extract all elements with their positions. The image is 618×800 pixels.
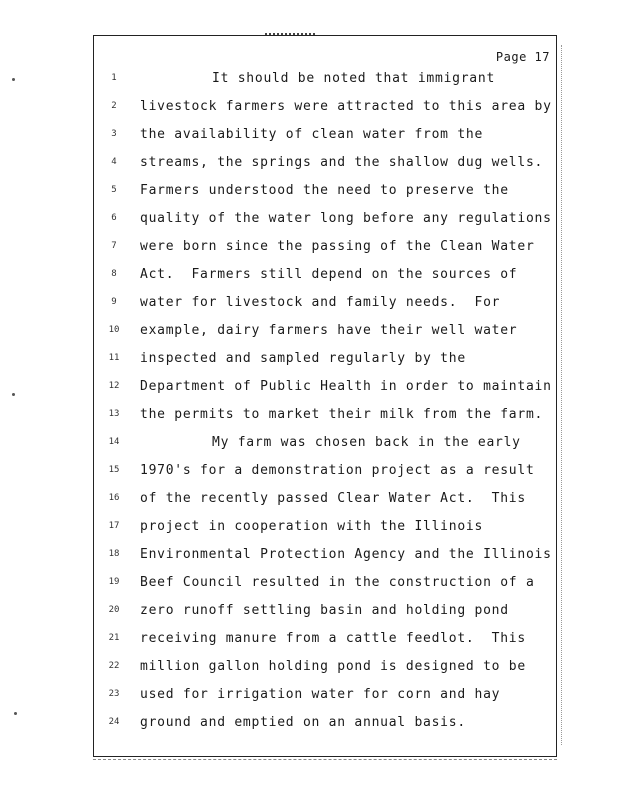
transcript-line [94,687,558,707]
transcript-line [94,435,558,455]
line-text: inspected and sampled regularly by the [140,351,466,366]
line-number: 8 [111,269,117,279]
transcript-line [94,463,558,483]
scan-speck [12,393,15,396]
transcript-line [94,211,558,231]
line-number: 13 [108,409,120,419]
scan-artifact-right-edge [561,45,562,745]
transcript-line [94,519,558,539]
line-text: streams, the springs and the shallow dug wells. [140,155,544,170]
transcript-line [94,547,558,567]
line-text: Beef Council resulted in the construction of a [140,575,535,590]
line-text: Farmers understood the need to preserve the [140,183,509,198]
transcript-line [94,71,558,91]
line-number: 1 [111,73,117,83]
line-text: Act. Farmers still depend on the sources of [140,267,518,282]
line-number: 5 [111,185,117,195]
transcript-line [94,183,558,203]
transcript-line [94,155,558,175]
transcript-line [94,127,558,147]
line-text: the availability of clean water from the [140,127,484,142]
line-text: the permits to market their milk from the farm. [140,407,544,422]
line-text: receiving manure from a cattle feedlot. This [140,631,526,646]
scan-speck [12,78,15,81]
transcript-line [94,715,558,735]
scan-artifact-bottom [93,759,557,760]
transcript-line [94,603,558,623]
line-text: million gallon holding pond is designed to be [140,659,526,674]
line-text: example, dairy farmers have their well water [140,323,518,338]
line-number: 15 [108,465,120,475]
line-text: were born since the passing of the Clean Water [140,239,535,254]
line-text: It should be noted that immigrant [212,71,496,86]
line-number: 22 [108,661,120,671]
line-number: 11 [108,353,120,363]
transcript-line [94,351,558,371]
line-number: 21 [108,633,120,643]
transcript-line [94,379,558,399]
line-number: 24 [108,717,120,727]
line-text: used for irrigation water for corn and hay [140,687,501,702]
line-number: 16 [108,493,120,503]
line-number: 2 [111,101,117,111]
line-text: of the recently passed Clear Water Act. This [140,491,526,506]
line-number: 9 [111,297,117,307]
line-text: 1970's for a demonstration project as a result [140,463,535,478]
line-number: 17 [108,521,120,531]
transcript-line [94,267,558,287]
transcript-line [94,239,558,259]
transcript-line [94,575,558,595]
line-number: 4 [111,157,117,167]
transcript-line [94,323,558,343]
transcript-line [94,295,558,315]
line-text: ground and emptied on an annual basis. [140,715,466,730]
line-number: 20 [108,605,120,615]
line-number: 19 [108,577,120,587]
line-number: 3 [111,129,117,139]
transcript-line [94,99,558,119]
transcript-line [94,631,558,651]
transcript-line [94,491,558,511]
line-number: 12 [108,381,120,391]
line-number: 6 [111,213,117,223]
line-text: water for livestock and family needs. For [140,295,501,310]
transcript-line [94,407,558,427]
line-text: project in cooperation with the Illinois [140,519,484,534]
line-text: zero runoff settling basin and holding pond [140,603,509,618]
transcript-page [93,35,557,757]
line-number: 23 [108,689,120,699]
line-text: livestock farmers were attracted to this area by [140,99,552,114]
line-text: My farm was chosen back in the early [212,435,521,450]
line-number: 18 [108,549,120,559]
transcript-line [94,659,558,679]
line-text: Department of Public Health in order to maintain [140,379,552,394]
scan-speck [14,712,17,715]
line-text: Environmental Protection Agency and the Illinois [140,547,552,562]
line-text: quality of the water long before any regulations [140,211,552,226]
line-number: 14 [108,437,120,447]
page-number: Page 17 [495,50,550,64]
line-number: 7 [111,241,117,251]
line-number: 10 [108,325,120,335]
